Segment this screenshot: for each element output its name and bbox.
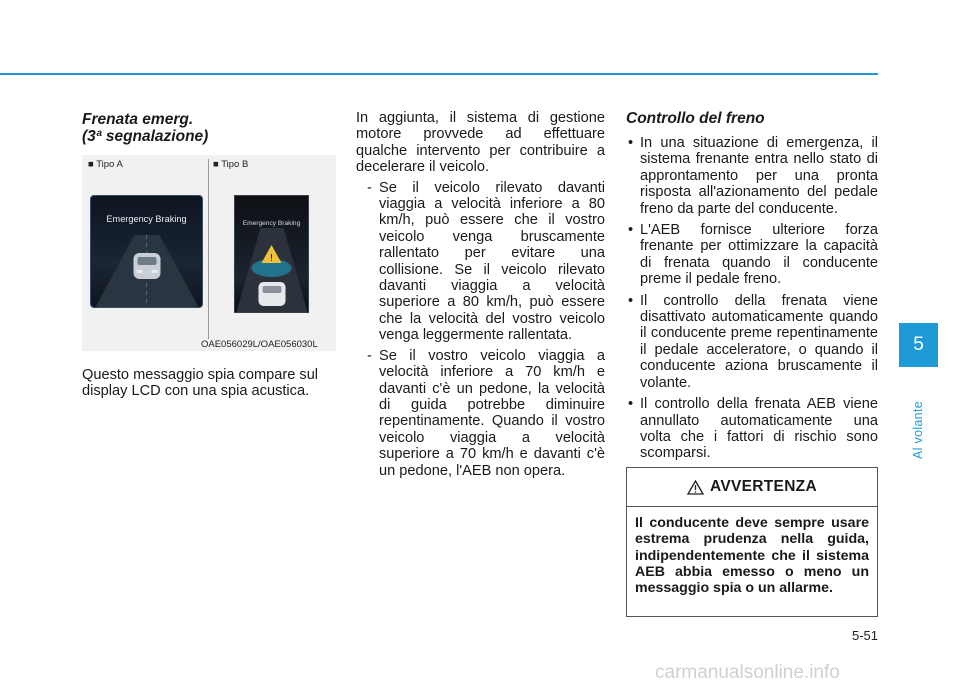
column-2	[356, 110, 605, 479]
paragraph-spia: Questo messaggio spia compare sul display LCD con una spia acustica.	[82, 367, 319, 400]
list-item	[356, 180, 605, 344]
chapter-number-tab: 5	[899, 323, 938, 367]
warning-box	[626, 467, 878, 617]
warning-display-figure	[82, 155, 336, 351]
warning-title: AVVERTENZA	[710, 478, 817, 495]
figure-label-type-a: ■ Tipo A	[88, 159, 123, 170]
column-1	[82, 111, 336, 400]
heading-line-2: (3ª segnalazione)	[82, 128, 209, 145]
warning-header	[627, 468, 877, 507]
column-3	[626, 110, 878, 467]
heading-line-1: Frenata emerg.	[82, 111, 194, 128]
figure-code: OAE056029L/OAE056030L	[201, 339, 318, 350]
warning-text: Il conducente deve sempre usare estrema prudenza nella guida, indipendentemente che il sistema AEB abbia emesso o meno un messaggio spia o un allarme.	[635, 515, 869, 597]
watermark: carmanualsonline.info	[655, 662, 840, 683]
section-heading-frenata	[82, 111, 336, 145]
list-item: • Il controllo della frenata AEB viene annullato automaticamente una volta che i fattori di rischio sono scomparsi.	[626, 396, 878, 462]
list-item: • L'AEB fornisce ulteriore forza frenante per ottimizzare la capacità di frenata quando il conducente preme il pedale freno.	[626, 222, 878, 288]
bullet-list	[626, 135, 878, 462]
cluster-screen-type-a	[90, 195, 203, 308]
list-item	[356, 348, 605, 479]
list-item-text: Se il vostro veicolo viaggia a velocità inferiore a 70 km/h e davanti c'è un pedone, la velocità di guida potrebbe diminuire repentinamente. Quando il vostro veicolo viaggia a velocità superiore a 70 km/h e davanti c'è un pedone, l'AEB non opera.	[379, 347, 605, 479]
screen-title-type-a: Emergency Braking	[106, 214, 187, 224]
screen-title-type-b: Emergency Braking	[242, 220, 301, 227]
list-item: • In una situazione di emergenza, il sistema frenante entra nello stato di approntamento per una pronta risposta all'azionamento del pedale freno da parte del conducente.	[626, 135, 878, 217]
figure-divider	[208, 159, 209, 339]
intro-paragraph: In aggiunta, il sistema di gestione motore provvede ad effettuare qualche intervento per contribuire a decelerare il veicolo.	[356, 110, 605, 176]
figure-label-type-b: ■ Tipo B	[213, 159, 249, 170]
warning-triangle-icon	[687, 480, 704, 495]
list-item-text: Se il veicolo rilevato davanti viaggia a velocità inferiore a 80 km/h, può essere che il vostro veicolo venga bruscamente rallentato per evitare una collisione. Se il veicolo rilevato davanti viaggia a velocità superiore a 80 km/h, può essere che la velocità del vostro veicolo venga leggermente rallentata.	[379, 179, 605, 344]
dash-marker: -	[367, 179, 372, 196]
car-ahead-icon	[90, 235, 203, 307]
collision-warning-icon	[234, 228, 309, 312]
page-number: 5-51	[851, 628, 878, 643]
cluster-screen-type-b	[234, 195, 309, 313]
dash-marker: -	[367, 347, 372, 364]
list-item: • Il controllo della frenata viene disattivato automaticamente quando il conducente preme repentinamente il pedale acceleratore, o quando il conducente aziona bruscamente il volante.	[626, 293, 878, 391]
chapter-title: Al volante	[911, 401, 925, 459]
section-heading-controllo: Controllo del freno	[626, 110, 765, 127]
header-rule	[0, 73, 878, 75]
svg-text:!: !	[268, 253, 274, 264]
